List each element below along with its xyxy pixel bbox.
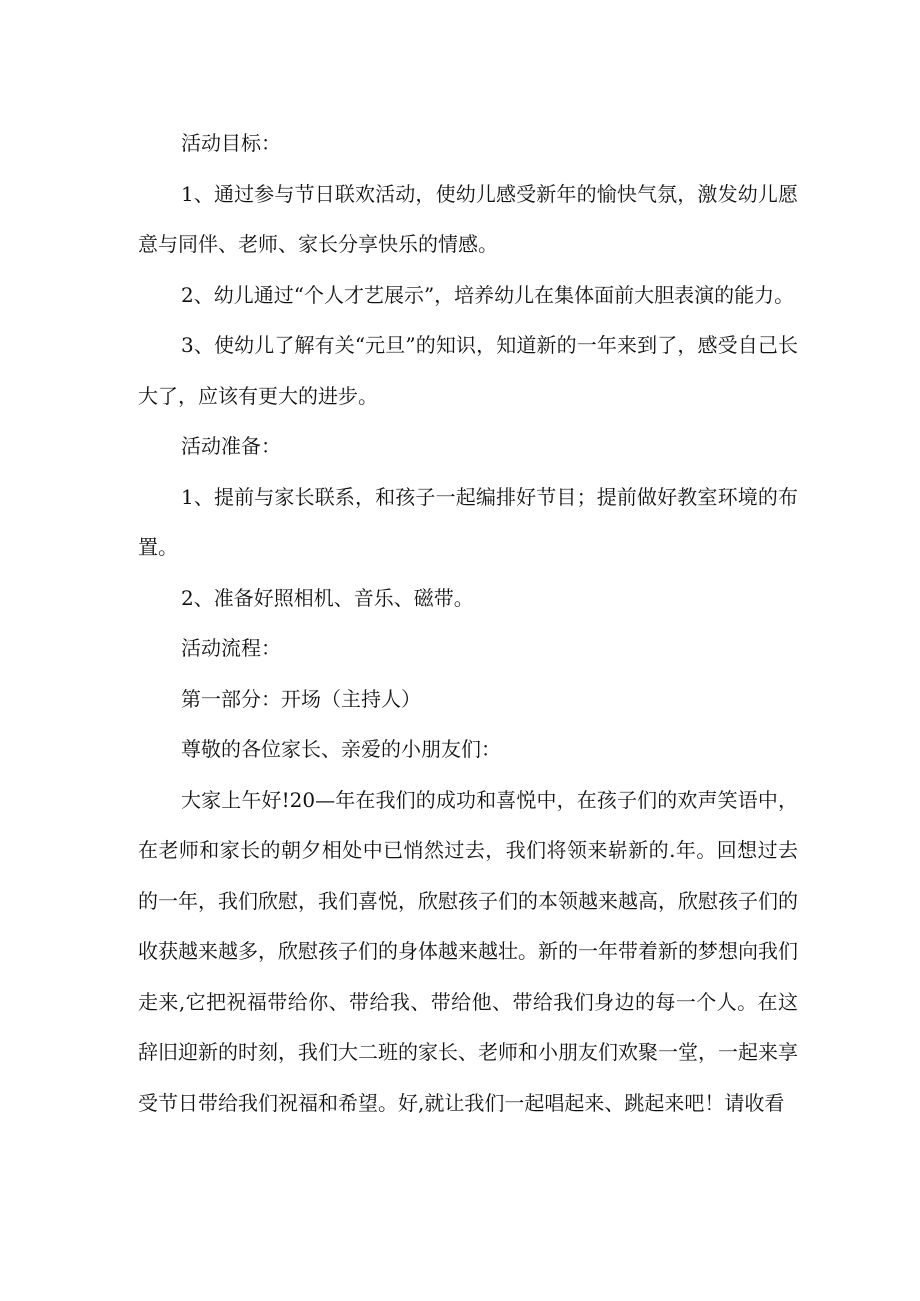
opening-speech: 大家上午好!20—年在我们的成功和喜悦中，在孩子们的欢声笑语中，在老师和家长的朝夕相处中已悄然过去，我们将领来崭新的.年。回想过去的一年，我们欣慰，我们喜悦，欣慰孩子们的本领越来越高，欣慰孩子们的收获越来越多，欣慰孩子们的身体越来越壮。新的一年带着新的梦想向我们走来,它把祝福带给你、带给我、带给他、带给我们身边的每一个人。在这辞旧迎新的时刻，我们大二班的家长、老师和小朋友们欢聚一堂，一起来享受节日带给我们祝福和希望。好,就让我们一起唱起来、跳起来吧！请收看 xyxy=(138,787,798,1115)
greeting-line: 尊敬的各位家长、亲爱的小朋友们： xyxy=(181,737,501,761)
heading-activity-goals: 活动目标： xyxy=(181,131,281,155)
preparation-item-2: 2、准备好照相机、音乐、磁带。 xyxy=(181,585,474,610)
heading-activity-process: 活动流程： xyxy=(181,636,281,660)
goal-item-3: 3、使幼儿了解有关“元旦”的知识，知道新的一年来到了，感受自己长大了，应该有更大的进步。 xyxy=(138,333,798,408)
preparation-item-1: 1、提前与家长联系，和孩子一起编排好节目；提前做好教室环境的布置。 xyxy=(138,484,798,559)
goal-item-1: 1、通过参与节日联欢活动，使幼儿感受新年的愉快气氛，激发幼儿愿意与同伴、老师、家长分享快乐的情感。 xyxy=(138,181,798,256)
heading-activity-preparation: 活动准备： xyxy=(181,434,281,458)
document-body xyxy=(138,118,798,1128)
goal-item-2: 2、幼儿通过“个人才艺展示”，培养幼儿在集体面前大胆表演的能力。 xyxy=(181,282,795,307)
section-part-one: 第一部分：开场（主持人） xyxy=(181,686,421,711)
